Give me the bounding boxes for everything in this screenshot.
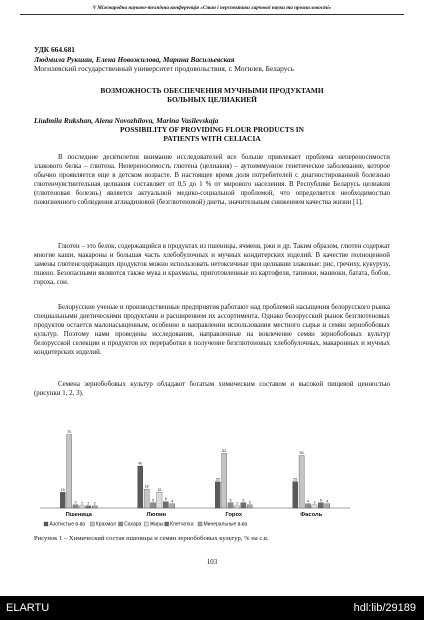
data-label-2-0: 25: [215, 477, 220, 482]
data-label-3-5: 4: [326, 499, 329, 504]
category-label-1: Люпин: [146, 512, 167, 518]
bar-3-3: [312, 505, 317, 508]
header-rule: [20, 14, 404, 15]
category-label-0: Пшеница: [65, 512, 92, 518]
bar-3-1: [299, 456, 304, 509]
bar-3-2: [305, 504, 310, 508]
paragraph-4: Семена зернобобовых культур обладают богатым химическим составом и высокой пищевой ценностью (рисунки 1, 2, 3).: [34, 381, 390, 397]
title-en-line-1: POSSIBILITY OF PROVIDING FLOUR PRODUCTS IN: [119, 125, 305, 134]
bar-0-0: [60, 492, 65, 508]
authors-en: Liudmila Rukshan, Alena Novozhilova, Marina Vasilevskaja: [34, 116, 219, 125]
category-label-3: Фасоль: [300, 512, 323, 518]
legend-swatch-1: [90, 522, 94, 526]
data-label-0-1: 70: [67, 430, 72, 434]
data-label-1-2: 5: [152, 498, 155, 503]
legend-swatch-4: [165, 522, 169, 526]
legend-label-4: Клетчатка: [170, 521, 194, 528]
paragraph-2: Глютен – это белок, содержащийся в продуктах из пшеницы, ячменя, ржи и др. Таким образом, глютен содержат многие каши, макароны и большая часть хлебобулочных и мучных кондитерских изделий. В качестве полноценной замены глютенсодержащих продуктов можно использовать нетоксичные при целиакии злаковые: рис, гречиху, кукурузу, пшено. Безопасными являются также мука и крахмалы, приготовленные из картофеля, тапиоки, маниоки, батата, бобов, гороха, сои.: [34, 243, 390, 286]
bar-2-5: [247, 505, 252, 508]
bar-2-2: [228, 503, 233, 508]
legend-swatch-3: [144, 522, 148, 526]
data-label-1-3: 15: [157, 487, 162, 492]
category-label-2: Горох: [225, 512, 243, 518]
title-ru-line-1: ВОЗМОЖНОСТЬ ОБЕСПЕЧЕНИЯ МУЧНЫМИ ПРОДУКТАМИ: [100, 86, 324, 95]
data-label-2-1: 52: [222, 448, 227, 453]
bar-0-3: [79, 506, 84, 508]
bar-1-4: [163, 502, 168, 508]
bar-1-5: [170, 504, 175, 508]
data-label-0-4: 2: [87, 501, 90, 506]
paragraph-1: В последние десятилетия внимание исследователей все больше привлекает проблема непереносимости злакового белка – глютена. Непереносимость глютена (целиакия) – аутоиммунное генетическое заболевание, которое обычно проявляется еще в детском возрасте. В настоящее время доля потребителей с диагностированной болезнью глютенчувствительная целиакия составляет от 0,5 до 1 % от мирового населения. В Республике Беларусь целиакия (глютеновая болезнь) является актуальной медико-социальной проблемой, что определяется необходимостью пожизненного соблюдения аглиадиновой (безглютеновой) диеты, значительным снижением качества жизни [1].: [34, 154, 390, 206]
title-en: [34, 125, 390, 143]
handle-id: hdl:lib/29189: [353, 602, 416, 614]
bar-3-4: [318, 503, 323, 508]
affiliation: Могилевский государственный университет продовольствия, г. Могилев, Беларусь: [34, 64, 295, 73]
bar-3-0: [293, 482, 298, 508]
data-label-0-2: 3: [74, 500, 77, 505]
article-meta: [34, 45, 384, 74]
data-label-0-0: 15: [60, 487, 65, 492]
title-ru-line-2: БОЛЬНЫХ ЦЕЛИАКИЕЙ: [167, 95, 257, 104]
paragraph-3: Белорусские ученые и производственные предприятия работают над проблемой насыщения белорусского рынка специальными диетическими продуктами и расширением их ассортимента. Однако белорусский рынок безглютеновых продуктов остается малонасыщенным, особенно в направлении использования местного сырья и семян зернобобовых культур. Поэтому нами проведены исследования, направленные на вовлечение семян зернобобовых культур белорусской селекции и продуктов их переработки в получение безглютеновых хлебобулочных, макаронных и мучных кондитерских изделий.: [34, 304, 390, 356]
bar-2-4: [241, 503, 246, 508]
bar-1-1: [144, 489, 149, 508]
footer-bar: [0, 596, 424, 620]
data-label-2-4: 5: [242, 498, 245, 503]
bar-1-3: [157, 492, 162, 508]
conference-header: V Міжнародна науково-технічна конференція «Стан і перспективи харчової науки та промисловості»: [92, 5, 332, 11]
bar-2-3: [234, 506, 239, 508]
bar-1-2: [150, 503, 155, 508]
page-number: 103: [206, 559, 218, 566]
udk-code: УДК 664.681: [34, 45, 75, 54]
bar-0-1: [67, 435, 72, 509]
authors-ru: Людмила Рукшан, Елена Новожилова, Марина Васильевская: [34, 54, 235, 64]
title-ru: [34, 86, 390, 104]
bar-0-4: [86, 506, 91, 508]
bar-0-2: [73, 505, 78, 508]
data-label-2-3: 2: [235, 501, 238, 506]
title-en-line-2: PATIENTS WITH CELIACIA: [163, 134, 261, 143]
bar-0-5: [92, 506, 97, 508]
legend-label-0: Азотистые в-ва: [49, 521, 86, 528]
data-label-1-5: 4: [171, 499, 174, 504]
data-label-1-1: 18: [144, 484, 149, 489]
data-label-3-3: 3: [313, 500, 316, 505]
legend-swatch-0: [44, 522, 48, 526]
chemical-composition-chart: [34, 420, 354, 532]
data-label-0-3: 2: [80, 501, 83, 506]
data-label-3-1: 50: [299, 451, 304, 455]
legend-label-1: Крахмал: [95, 521, 117, 528]
legend-label-2: Сахара: [124, 521, 142, 528]
figure-caption: Рисунок 1 – Химический состав пшеницы и семян зернобобовых культур, % на с.в.: [34, 535, 269, 542]
bar-1-0: [138, 466, 143, 508]
legend-label-3: Жиры: [149, 521, 164, 528]
data-label-2-5: 3: [248, 500, 251, 505]
bar-2-0: [215, 482, 220, 508]
legend-label-5: Минеральные в-ва: [203, 521, 248, 528]
data-label-1-0: 40: [138, 461, 143, 466]
bar-3-5: [325, 504, 330, 508]
legend-swatch-5: [198, 522, 202, 526]
data-label-3-2: 4: [307, 499, 310, 504]
data-label-3-0: 25: [293, 477, 298, 482]
data-label-0-5: 2: [93, 501, 96, 506]
data-label-1-4: 6: [164, 497, 167, 502]
legend-swatch-2: [119, 522, 123, 526]
repository-label: ELARTU: [6, 602, 50, 614]
data-label-2-2: 5: [229, 498, 232, 503]
data-label-3-4: 5: [319, 498, 322, 503]
bar-2-1: [222, 453, 227, 508]
